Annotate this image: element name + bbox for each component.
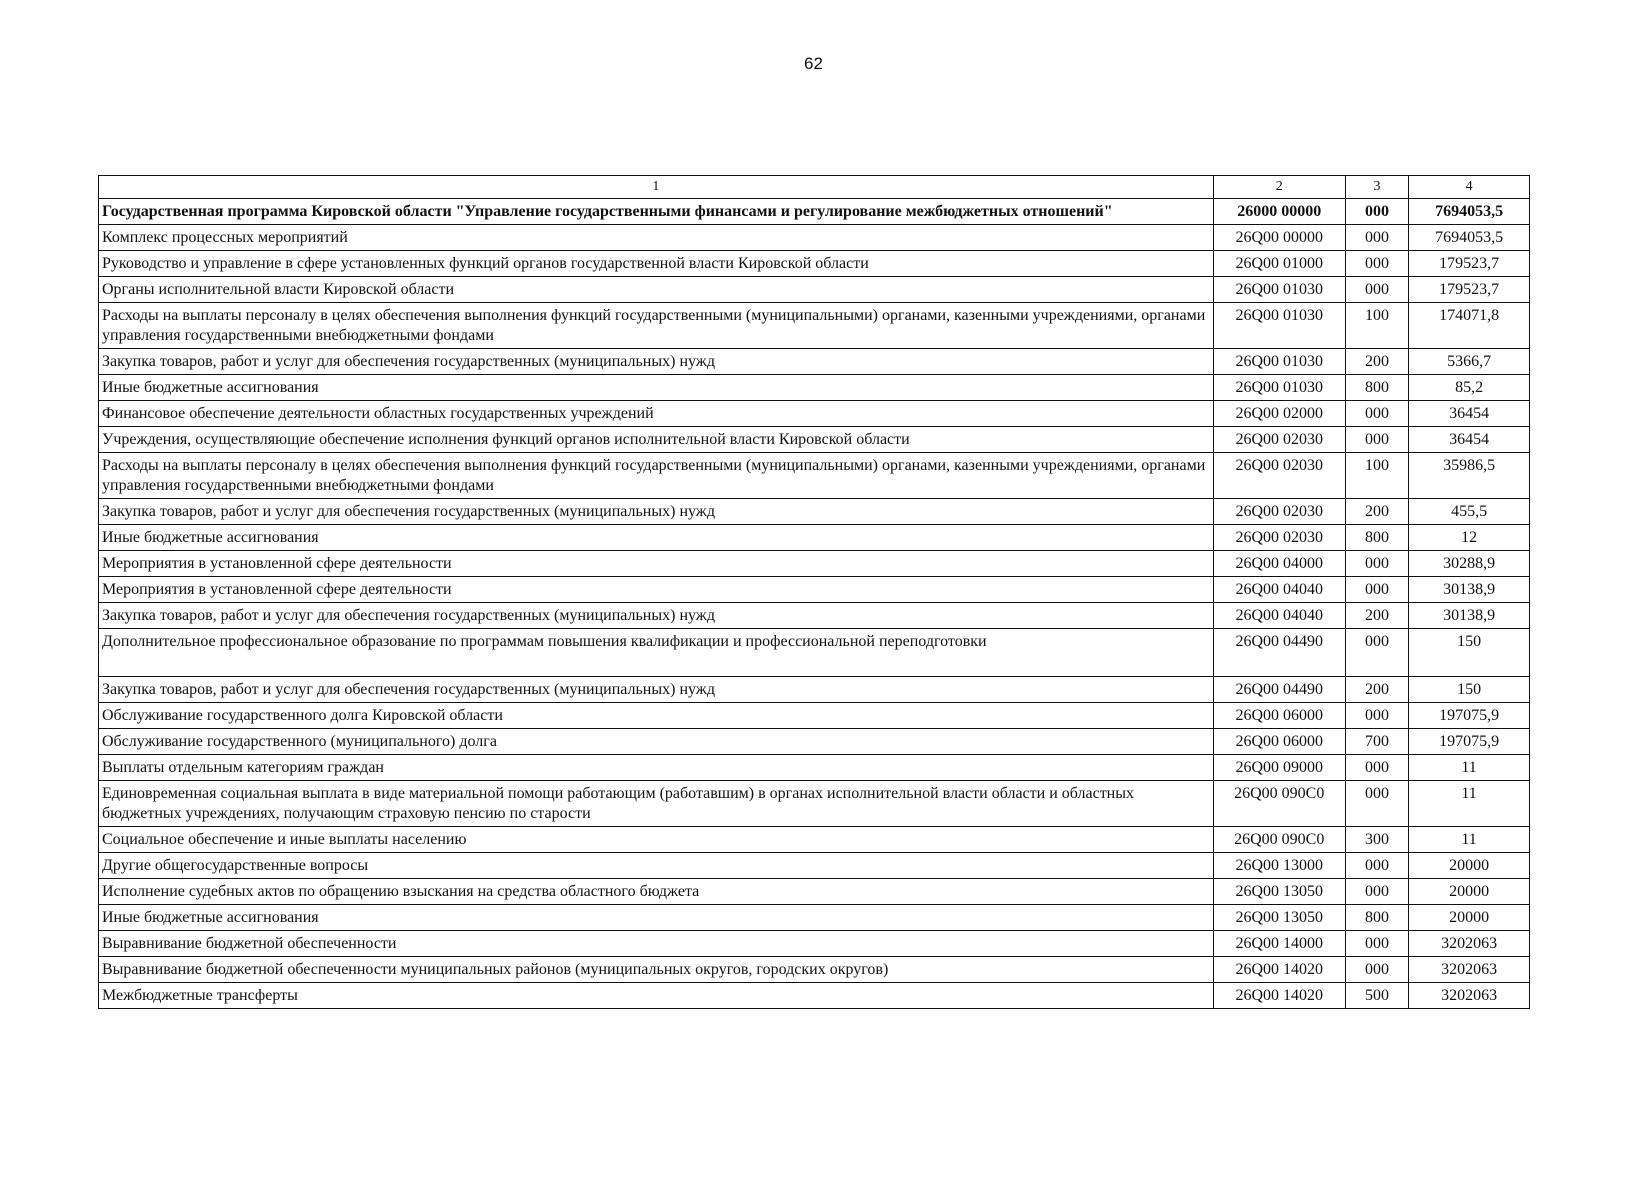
row-amount-cell: 11 — [1409, 781, 1530, 827]
row-type-cell: 000 — [1345, 781, 1408, 827]
row-type-cell: 200 — [1345, 677, 1408, 703]
row-type-cell: 000 — [1345, 853, 1408, 879]
table-row — [99, 349, 1530, 375]
row-amount-cell: 12 — [1409, 525, 1530, 551]
row-type-cell: 000 — [1345, 427, 1408, 453]
row-amount-cell: 455,5 — [1409, 499, 1530, 525]
table-row — [99, 251, 1530, 277]
table-row — [99, 603, 1530, 629]
row-type-cell: 000 — [1345, 931, 1408, 957]
row-name-cell: Выплаты отдельным категориям граждан — [99, 755, 1214, 781]
row-code-cell: 26Q00 00000 — [1213, 225, 1345, 251]
budget-table — [98, 175, 1530, 1009]
row-name-cell: Руководство и управление в сфере установленных функций органов государственной власти Кировской области — [99, 251, 1214, 277]
row-code-cell: 26Q00 14020 — [1213, 983, 1345, 1009]
row-name-cell: Органы исполнительной власти Кировской области — [99, 277, 1214, 303]
row-amount-cell: 3202063 — [1409, 957, 1530, 983]
column-header: 4 — [1409, 176, 1530, 199]
table-row — [99, 781, 1530, 827]
row-name-cell: Учреждения, осуществляющие обеспечение исполнения функций органов исполнительной власти Кировской области — [99, 427, 1214, 453]
row-code-cell: 26Q00 01030 — [1213, 349, 1345, 375]
row-code-cell: 26Q00 04040 — [1213, 577, 1345, 603]
row-code-cell: 26Q00 14020 — [1213, 957, 1345, 983]
table-row — [99, 401, 1530, 427]
row-type-cell: 000 — [1345, 551, 1408, 577]
table-header-row — [99, 176, 1530, 199]
table-row — [99, 577, 1530, 603]
table-row — [99, 453, 1530, 499]
row-code-cell: 26Q00 02030 — [1213, 427, 1345, 453]
row-name-cell: Мероприятия в установленной сфере деятельности — [99, 577, 1214, 603]
row-amount-cell: 11 — [1409, 827, 1530, 853]
table-row — [99, 931, 1530, 957]
row-amount-cell: 11 — [1409, 755, 1530, 781]
row-name-cell: Обслуживание государственного (муниципального) долга — [99, 729, 1214, 755]
row-code-cell: 26Q00 13000 — [1213, 853, 1345, 879]
row-amount-cell: 5366,7 — [1409, 349, 1530, 375]
row-type-cell: 000 — [1345, 577, 1408, 603]
row-name-cell: Закупка товаров, работ и услуг для обеспечения государственных (муниципальных) нужд — [99, 603, 1214, 629]
table-row — [99, 375, 1530, 401]
row-code-cell: 26Q00 02000 — [1213, 401, 1345, 427]
row-amount-cell: 3202063 — [1409, 931, 1530, 957]
row-code-cell: 26Q00 01030 — [1213, 303, 1345, 349]
table-row — [99, 703, 1530, 729]
table-row — [99, 957, 1530, 983]
row-code-cell: 26Q00 04000 — [1213, 551, 1345, 577]
row-name-cell: Государственная программа Кировской области "Управление государственными финансами и регулирование межбюджетных отношений" — [99, 199, 1214, 225]
table-row — [99, 277, 1530, 303]
row-code-cell: 26Q00 04490 — [1213, 629, 1345, 677]
row-code-cell: 26Q00 02030 — [1213, 453, 1345, 499]
row-code-cell: 26000 00000 — [1213, 199, 1345, 225]
row-name-cell: Межбюджетные трансферты — [99, 983, 1214, 1009]
row-name-cell: Мероприятия в установленной сфере деятельности — [99, 551, 1214, 577]
row-name-cell: Закупка товаров, работ и услуг для обеспечения государственных (муниципальных) нужд — [99, 349, 1214, 375]
table-body — [99, 176, 1530, 1009]
table-row — [99, 303, 1530, 349]
table-row — [99, 629, 1530, 677]
row-code-cell: 26Q00 14000 — [1213, 931, 1345, 957]
row-type-cell: 000 — [1345, 755, 1408, 781]
row-amount-cell: 20000 — [1409, 905, 1530, 931]
row-amount-cell: 3202063 — [1409, 983, 1530, 1009]
row-amount-cell: 7694053,5 — [1409, 225, 1530, 251]
table-row — [99, 827, 1530, 853]
row-name-cell: Выравнивание бюджетной обеспеченности — [99, 931, 1214, 957]
row-type-cell: 800 — [1345, 375, 1408, 401]
row-name-cell: Другие общегосударственные вопросы — [99, 853, 1214, 879]
row-name-cell: Социальное обеспечение и иные выплаты населению — [99, 827, 1214, 853]
row-type-cell: 500 — [1345, 983, 1408, 1009]
row-code-cell: 26Q00 13050 — [1213, 879, 1345, 905]
row-name-cell: Дополнительное профессиональное образование по программам повышения квалификации и профессиональной переподготовки — [99, 629, 1214, 677]
row-type-cell: 800 — [1345, 905, 1408, 931]
row-code-cell: 26Q00 04040 — [1213, 603, 1345, 629]
row-type-cell: 200 — [1345, 499, 1408, 525]
page-number: 62 — [804, 54, 823, 73]
row-type-cell: 000 — [1345, 277, 1408, 303]
row-type-cell: 000 — [1345, 957, 1408, 983]
row-amount-cell: 150 — [1409, 677, 1530, 703]
row-amount-cell: 85,2 — [1409, 375, 1530, 401]
row-name-cell: Исполнение судебных актов по обращению взыскания на средства областного бюджета — [99, 879, 1214, 905]
row-name-cell: Обслуживание государственного долга Кировской области — [99, 703, 1214, 729]
row-type-cell: 000 — [1345, 703, 1408, 729]
row-name-cell: Комплекс процессных мероприятий — [99, 225, 1214, 251]
row-name-cell: Иные бюджетные ассигнования — [99, 525, 1214, 551]
table-row — [99, 983, 1530, 1009]
row-type-cell: 800 — [1345, 525, 1408, 551]
table-row — [99, 853, 1530, 879]
row-type-cell: 200 — [1345, 349, 1408, 375]
row-code-cell: 26Q00 06000 — [1213, 729, 1345, 755]
row-type-cell: 000 — [1345, 401, 1408, 427]
row-code-cell: 26Q00 01030 — [1213, 277, 1345, 303]
table-row — [99, 879, 1530, 905]
row-amount-cell: 35986,5 — [1409, 453, 1530, 499]
column-header: 2 — [1213, 176, 1345, 199]
row-code-cell: 26Q00 090C0 — [1213, 781, 1345, 827]
row-type-cell: 000 — [1345, 251, 1408, 277]
row-code-cell: 26Q00 01030 — [1213, 375, 1345, 401]
row-amount-cell: 174071,8 — [1409, 303, 1530, 349]
row-amount-cell: 30288,9 — [1409, 551, 1530, 577]
table-row — [99, 525, 1530, 551]
row-name-cell: Расходы на выплаты персоналу в целях обеспечения выполнения функций государственными (муниципальными) органами, казенными учреждениями, органами управления государственными внебюджетными фондами — [99, 453, 1214, 499]
row-amount-cell: 36454 — [1409, 401, 1530, 427]
table-row — [99, 499, 1530, 525]
row-type-cell: 100 — [1345, 303, 1408, 349]
table-row — [99, 729, 1530, 755]
table-row — [99, 905, 1530, 931]
column-header: 3 — [1345, 176, 1408, 199]
row-code-cell: 26Q00 04490 — [1213, 677, 1345, 703]
table-row — [99, 755, 1530, 781]
table-row — [99, 677, 1530, 703]
table-row — [99, 427, 1530, 453]
row-name-cell: Выравнивание бюджетной обеспеченности муниципальных районов (муниципальных округов, городских округов) — [99, 957, 1214, 983]
row-amount-cell: 36454 — [1409, 427, 1530, 453]
row-code-cell: 26Q00 01000 — [1213, 251, 1345, 277]
table-row — [99, 551, 1530, 577]
row-code-cell: 26Q00 06000 — [1213, 703, 1345, 729]
row-amount-cell: 30138,9 — [1409, 603, 1530, 629]
row-code-cell: 26Q00 09000 — [1213, 755, 1345, 781]
row-name-cell: Иные бюджетные ассигнования — [99, 905, 1214, 931]
row-type-cell: 200 — [1345, 603, 1408, 629]
row-amount-cell: 7694053,5 — [1409, 199, 1530, 225]
row-type-cell: 700 — [1345, 729, 1408, 755]
row-amount-cell: 20000 — [1409, 853, 1530, 879]
row-name-cell: Финансовое обеспечение деятельности областных государственных учреждений — [99, 401, 1214, 427]
row-code-cell: 26Q00 02030 — [1213, 499, 1345, 525]
row-amount-cell: 20000 — [1409, 879, 1530, 905]
row-name-cell: Расходы на выплаты персоналу в целях обеспечения выполнения функций государственными (муниципальными) органами, казенными учреждениями, органами управления государственными внебюджетными фондами — [99, 303, 1214, 349]
row-amount-cell: 30138,9 — [1409, 577, 1530, 603]
row-type-cell: 000 — [1345, 225, 1408, 251]
row-amount-cell: 150 — [1409, 629, 1530, 677]
row-amount-cell: 179523,7 — [1409, 251, 1530, 277]
row-code-cell: 26Q00 090C0 — [1213, 827, 1345, 853]
row-amount-cell: 179523,7 — [1409, 277, 1530, 303]
table-row — [99, 199, 1530, 225]
row-type-cell: 300 — [1345, 827, 1408, 853]
row-name-cell: Иные бюджетные ассигнования — [99, 375, 1214, 401]
row-code-cell: 26Q00 02030 — [1213, 525, 1345, 551]
row-type-cell: 000 — [1345, 199, 1408, 225]
row-name-cell: Закупка товаров, работ и услуг для обеспечения государственных (муниципальных) нужд — [99, 499, 1214, 525]
row-type-cell: 000 — [1345, 879, 1408, 905]
row-name-cell: Единовременная социальная выплата в виде материальной помощи работающим (работавшим) в органах исполнительной власти области и областных бюджетных учреждениях, получающим страховую пенсию по старости — [99, 781, 1214, 827]
row-name-cell: Закупка товаров, работ и услуг для обеспечения государственных (муниципальных) нужд — [99, 677, 1214, 703]
column-header: 1 — [99, 176, 1214, 199]
row-type-cell: 100 — [1345, 453, 1408, 499]
row-type-cell: 000 — [1345, 629, 1408, 677]
row-code-cell: 26Q00 13050 — [1213, 905, 1345, 931]
row-amount-cell: 197075,9 — [1409, 703, 1530, 729]
row-amount-cell: 197075,9 — [1409, 729, 1530, 755]
table-row — [99, 225, 1530, 251]
